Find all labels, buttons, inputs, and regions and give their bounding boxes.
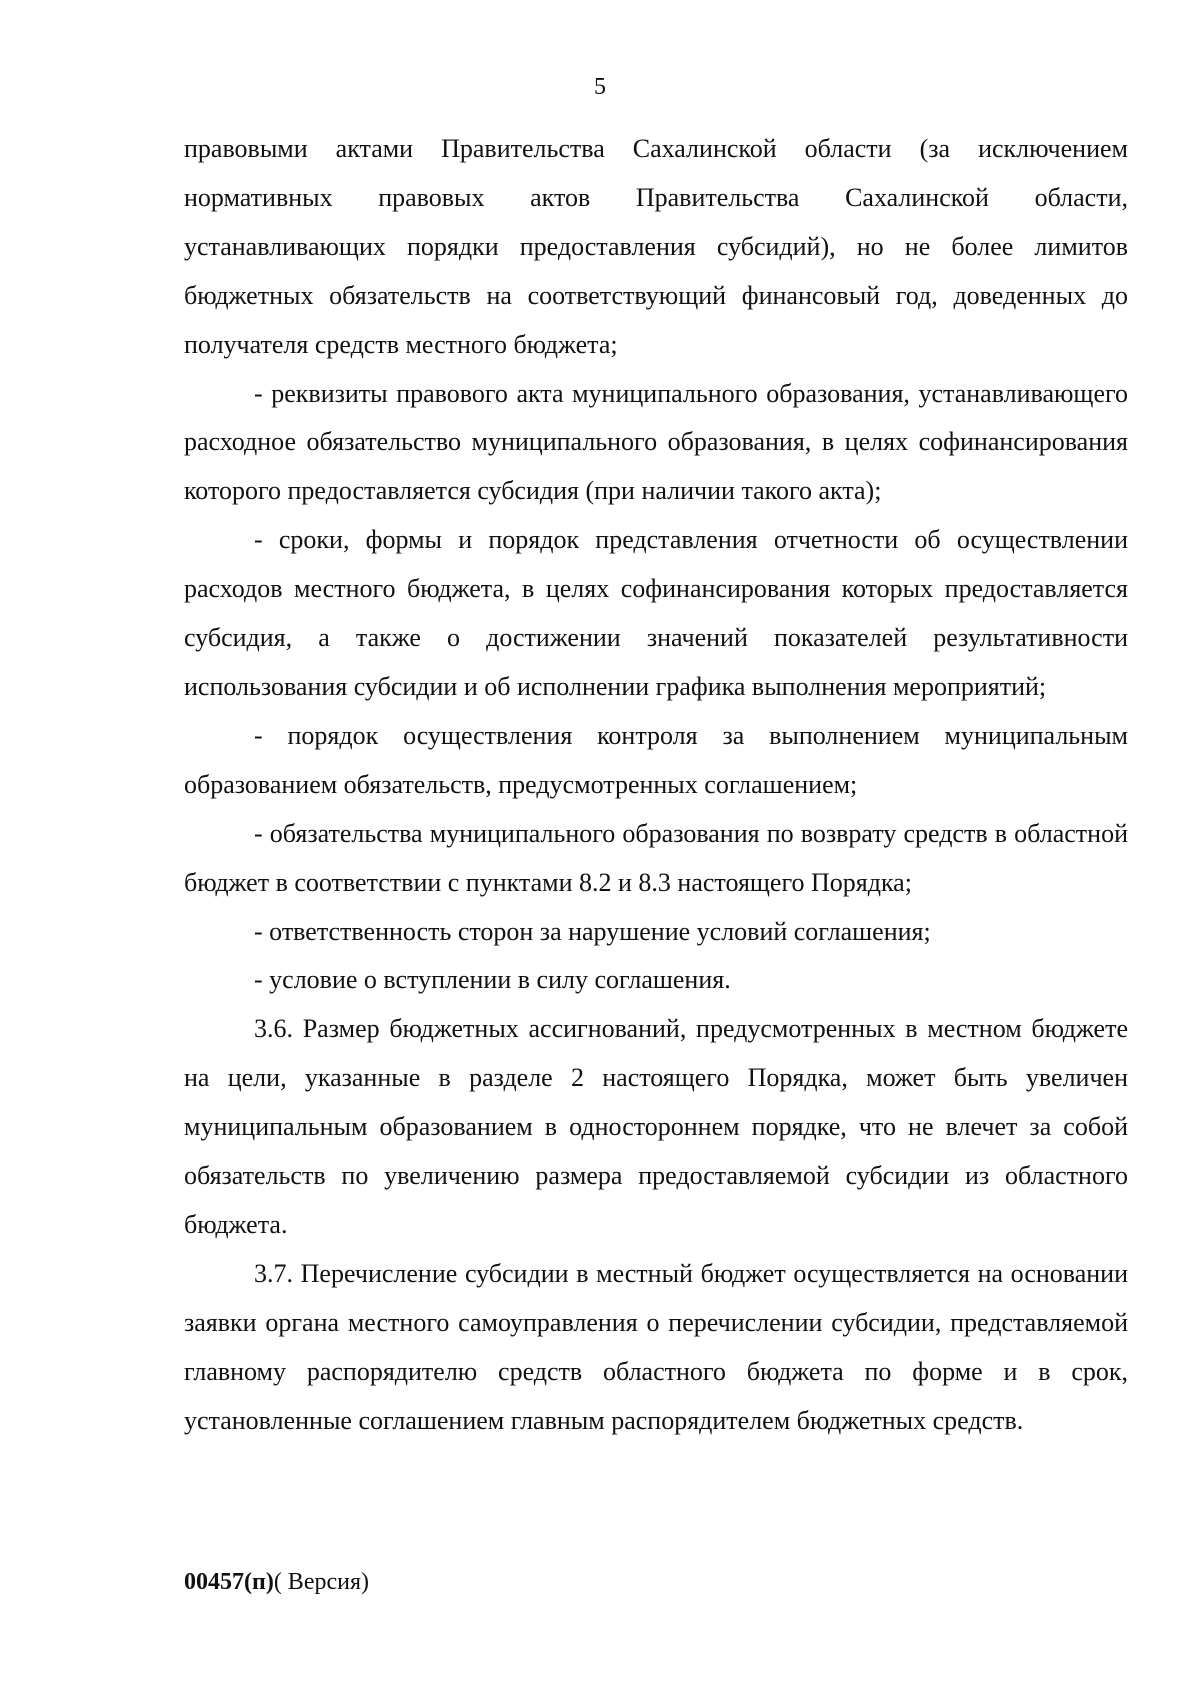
list-item-entry-into-force: - условие о вступлении в силу соглашения. (254, 965, 731, 995)
list-item-reporting: - сроки, формы и порядок представления отчетности об осуществлении расходов местного бюджета, в целях софинансирования которых предоставляется субсидия, а также о достижении значений показателей результативности использования субсидии и об исполнении графика выполнения мероприятий; (184, 525, 1128, 701)
document-code: 00457(п) (184, 1569, 274, 1595)
document-body (184, 125, 1128, 1445)
document-version: ( Версия) (273, 1569, 369, 1595)
list-item-requisites: - реквизиты правового акта муниципального образования, устанавливающего расходное обязательство муниципального образования, в целях софинансирования которого предоставляется субсидия (при наличии такого акта); (184, 378, 1128, 506)
document-footer (184, 1567, 369, 1597)
paragraph-continuation: правовыми актами Правительства Сахалинской области (за исключением нормативных правовых актов Правительства Сахалинской области, устанавливающих порядки предоставления субсидий), но не более лимитов бюджетных обязательств на соответствующий финансовый год, доведенных до получателя средств местного бюджета; (184, 134, 1128, 359)
paragraph-3-6: 3.6. Размер бюджетных ассигнований, предусмотренных в местном бюджете на цели, указанные в разделе 2 настоящего Порядка, может быть увеличен муниципальным образованием в одностороннем порядке, что не влечет за собой обязательств по увеличению размера предоставляемой субсидии из областного бюджета. (184, 1014, 1128, 1239)
list-item-obligations: - обязательства муниципального образования по возврату средств в областной бюджет в соответствии с пунктами 8.2 и 8.3 настоящего Порядка; (184, 818, 1128, 897)
page-number: 5 (594, 74, 606, 100)
paragraph-3-7: 3.7. Перечисление субсидии в местный бюджет осуществляется на основании заявки органа местного самоуправления о перечислении субсидии, представляемой главному распорядителю средств областного бюджета по форме и в срок, установленные соглашением главным распорядителем бюджетных средств. (184, 1258, 1128, 1435)
list-item-responsibility: - ответственность сторон за нарушение условий соглашения; (254, 916, 931, 946)
list-item-control: - порядок осуществления контроля за выполнением муниципальным образованием обязательств, предусмотренных соглашением; (184, 720, 1128, 799)
